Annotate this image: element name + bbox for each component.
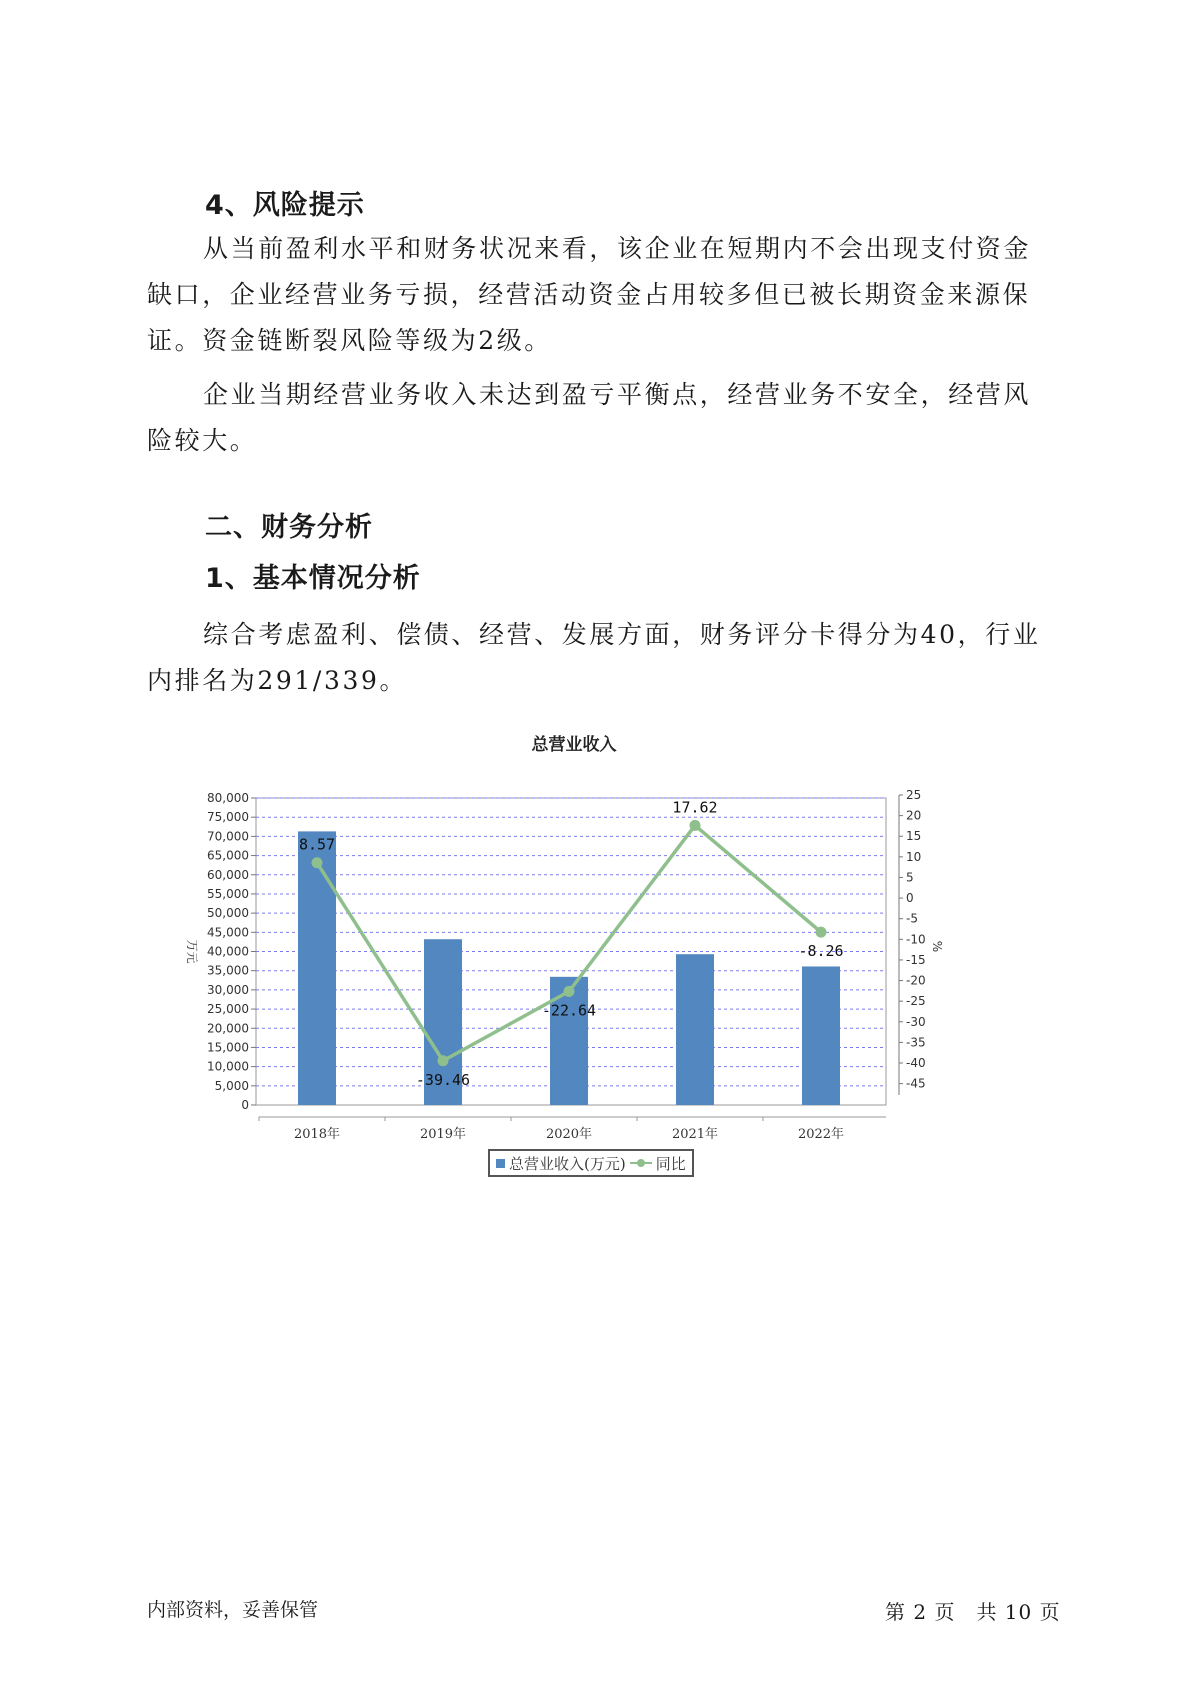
growth-point — [690, 820, 701, 831]
y2-tick-label: -45 — [906, 1076, 926, 1091]
y-tick-label: 45,000 — [207, 925, 249, 940]
bar — [802, 966, 840, 1105]
y2-tick-label: 25 — [906, 788, 922, 802]
y-tick-label: 75,000 — [207, 810, 249, 825]
y2-tick-label: -10 — [906, 932, 926, 947]
y-tick-label: 0 — [241, 1098, 249, 1112]
y-tick-label: 15,000 — [207, 1040, 249, 1055]
risk-paragraph-2: 企业当期经营业务收入未达到盈亏平衡点，经营业务不安全，经营风险较大。 — [147, 380, 1032, 455]
y2-tick-label: -5 — [906, 911, 918, 926]
x-tick-label: 2019年 — [419, 1127, 467, 1142]
growth-data-label: 17.62 — [672, 798, 718, 817]
growth-point — [816, 927, 827, 938]
y2-tick-label: -40 — [906, 1056, 926, 1071]
y2-tick-label: -15 — [906, 952, 926, 967]
y-tick-label: 60,000 — [207, 867, 249, 882]
y2-tick-label: -30 — [906, 1014, 926, 1029]
y2-tick-label: 15 — [906, 829, 922, 844]
y-tick-label: 35,000 — [207, 963, 249, 978]
y2-tick-label: -20 — [906, 973, 926, 988]
chart-legend — [488, 1149, 694, 1177]
growth-data-label: -39.46 — [415, 1070, 471, 1089]
y-tick-label: 70,000 — [207, 829, 249, 844]
y2-tick-label: 20 — [906, 808, 922, 823]
y-tick-label: 50,000 — [207, 906, 249, 921]
footer-page-number: 第 2 页 共 10 页 — [885, 1600, 1061, 1624]
y-tick-label: 5,000 — [214, 1078, 249, 1093]
risk-heading: 4、风险提示 — [205, 190, 365, 221]
y2-tick-label: -35 — [906, 1035, 926, 1050]
growth-data-label: -22.64 — [541, 1001, 597, 1020]
y-tick-label: 65,000 — [207, 848, 249, 863]
y2-tick-label: 10 — [906, 849, 922, 864]
growth-data-label: -8.26 — [798, 942, 844, 961]
growth-point — [312, 857, 323, 868]
y-tick-label: 40,000 — [207, 944, 249, 959]
growth-point — [438, 1055, 449, 1066]
basic-analysis-paragraph: 综合考虑盈利、偿债、经营、发展方面，财务评分卡得分为40，行业内排名为291/339。 — [147, 620, 1041, 695]
bar — [298, 831, 336, 1105]
legend-line-label: 同比 — [655, 1154, 686, 1173]
y-tick-label: 25,000 — [207, 1002, 249, 1017]
y2-tick-label: 0 — [906, 891, 914, 906]
y2-tick-label: -25 — [906, 994, 926, 1009]
y2-tick-label: 5 — [906, 870, 914, 885]
legend-line-swatch — [630, 1158, 652, 1168]
x-tick-label: 2018年 — [293, 1127, 341, 1142]
risk-paragraph-1: 从当前盈利水平和财务状况来看，该企业在短期内不会出现支付资金缺口，企业经营业务亏损，经营活动资金占用较多但已被长期资金来源保证。资金链断裂风险等级为2级。 — [147, 234, 1032, 355]
y-tick-label: 55,000 — [207, 886, 249, 901]
revenue-chart — [170, 725, 1000, 1185]
y-tick-label: 80,000 — [207, 791, 249, 805]
y-tick-label: 20,000 — [207, 1021, 249, 1036]
x-tick-label: 2021年 — [671, 1127, 719, 1142]
chart-title: 总营业收入 — [531, 735, 617, 755]
y-axis-label: 万元 — [185, 939, 199, 964]
bar — [676, 954, 714, 1105]
footer-confidential: 内部资料，妥善保管 — [147, 1599, 319, 1621]
y-tick-label: 10,000 — [207, 1059, 249, 1074]
growth-data-label: 8.57 — [298, 835, 336, 854]
growth-point — [564, 986, 575, 997]
y2-axis-label: % — [930, 940, 944, 953]
x-tick-label: 2020年 — [545, 1127, 593, 1142]
y-tick-label: 30,000 — [207, 982, 249, 997]
legend-bar-label: 总营业收入(万元) — [509, 1154, 626, 1173]
legend-bar-swatch — [496, 1159, 505, 1168]
finance-heading: 二、财务分析 — [205, 512, 373, 543]
x-tick-label: 2022年 — [797, 1127, 845, 1142]
revenue-chart-svg — [170, 725, 1000, 1145]
basic-analysis-heading: 1、基本情况分析 — [205, 563, 421, 594]
